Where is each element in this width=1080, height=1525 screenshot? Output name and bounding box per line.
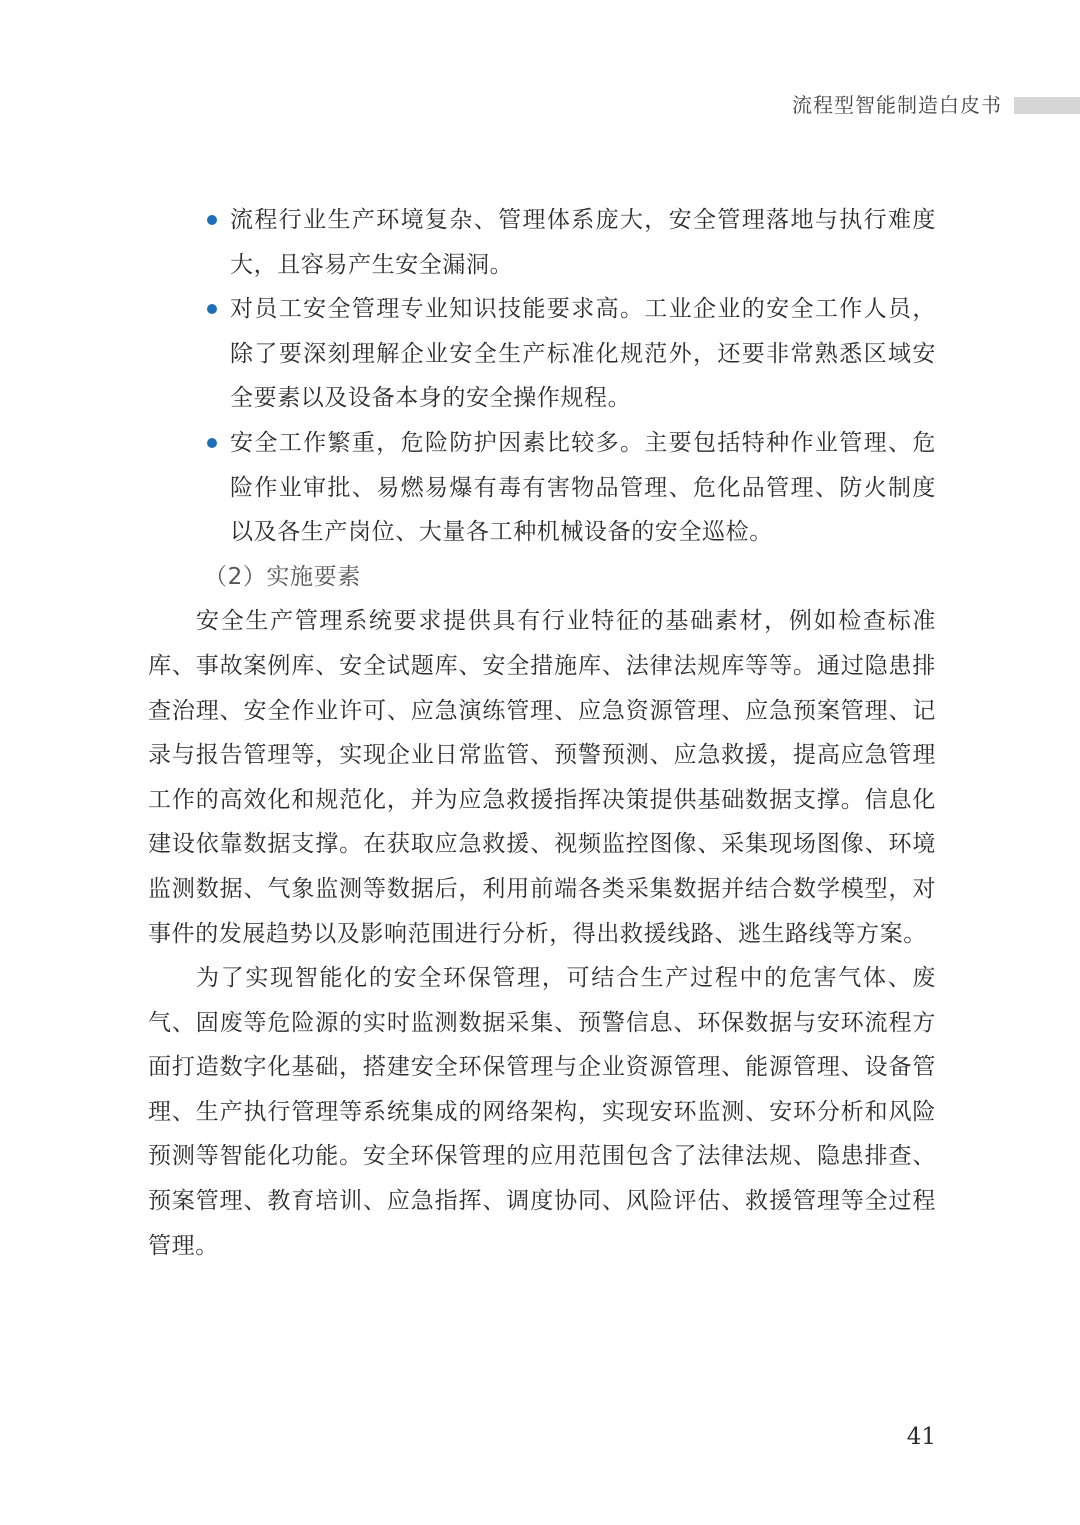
body-paragraph: 为了实现智能化的安全环保管理，可结合生产过程中的危害气体、废气、固废等危险源的实时监测数据采集、预警信息、环保数据与安环流程方面打造数字化基础，搭建安全环保管理与企业资源管理、能源管理、设备管理、生产执行管理等系统集成的网络架构，实现安环监测、安环分析和风险预测等智能化功能。安全环保管理的应用范围包含了法律法规、隐患排查、预案管理、教育培训、应急指挥、调度协同、风险评估、救援管理等全过程管理。 (148, 965, 936, 1259)
bullet-dot-icon (204, 421, 230, 555)
bullet-text: 对员工安全管理专业知识技能要求高。工业企业的安全工作人员，除了要深刻理解企业安全生产标准化规范外，还要非常熟悉区域安全要素以及设备本身的安全操作规程。 (230, 296, 936, 412)
body-paragraph: 安全生产管理系统要求提供具有行业特征的基础素材，例如检查标准库、事故案例库、安全试题库、安全措施库、法律法规库等等。通过隐患排查治理、安全作业许可、应急演练管理、应急资源管理、应急预案管理、记录与报告管理等，实现企业日常监管、预警预测、应急救援，提高应急管理工作的高效化和规范化，并为应急救援指挥决策提供基础数据支撑。信息化建设依靠数据支撑。在获取应急救援、视频监控图像、采集现场图像、环境监测数据、气象监测等数据后，利用前端各类采集数据并结合数学模型，对事件的发展趋势以及影响范围进行分析，得出救援线路、逃生路线等方案。 (148, 608, 936, 947)
bullet-text: 安全工作繁重，危险防护因素比较多。主要包括特种作业管理、危险作业审批、易燃易爆有毒有害物品管理、危化品管理、防火制度以及各生产岗位、大量各工种机械设备的安全巡检。 (230, 429, 936, 546)
bullet-text: 流程行业生产环境复杂、管理体系庞大，安全管理落地与执行难度大，且容易产生安全漏洞。 (230, 207, 936, 278)
bullet-item (204, 421, 936, 555)
page-body (148, 198, 936, 1268)
bullet-item (204, 198, 936, 287)
page-number: 41 (906, 1424, 936, 1450)
bullet-dot-icon (204, 198, 230, 287)
running-header-title: 流程型智能制造白皮书 (792, 93, 1002, 117)
running-header (792, 88, 1080, 122)
running-header-bar (1014, 97, 1080, 114)
bullet-dot-icon (204, 287, 230, 421)
section-heading: （2）实施要素 (204, 563, 361, 590)
bullet-item (204, 287, 936, 421)
